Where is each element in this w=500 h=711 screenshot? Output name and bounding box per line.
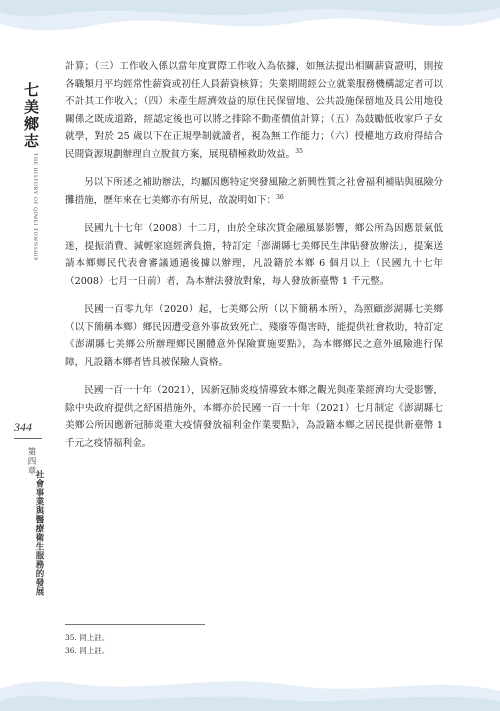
footnote-36: 36. 同上註。: [65, 646, 110, 655]
paragraph-5: 民國一百一十年（2021），因新冠肺炎疫情導致本鄉之觀光與產業經濟均大受影響，除中央政府提供之紓困措施外，本鄉亦於民國一百一十年（2021）七月制定《澎湖縣七美鄉公所因應新冠肺炎重大疫情發放福利金作業要點》，為設籍本鄉之居民提供新臺幣 1 千元之疫情福利金。: [65, 385, 443, 449]
footnote-35: 35. 同上註。: [65, 633, 110, 642]
paragraph-1-text: 計算；（三）工作收入係以當年度實際工作收入為依據，如無法提出相關薪資證明，則按各職類月平均經常性薪資或初任人員薪資核算；失業期間經公立就業服務機構認定者可以不計其工作收入；（四）未產生經濟效益的原住民保留地、公共設施保留地及具公用地役關係之既成道路，經認定後也可以將之排除不動產價值計算；（五）為鼓勵低收家戶子女就學，對於 25 歲以下在正規學制就讀者，視為無工作能力；（六）授權地方政府得結合民間資源規劃辦理自立脫貧方案，展現積極救助效益。: [65, 61, 443, 160]
paragraph-3: 民國九十七年（2008）十二月，由於全球次貸金融風暴影響，鄉公所為因應景氣低迷，提振消費、減輕家庭經濟負擔，特訂定「澎湖縣七美鄉民生津貼發放辦法」，提案送請本鄉鄉民代表會審議通過後據以辦理，凡設籍於本鄉 6 個月以上（民國九十七年（2008）七月一日前）者，為本辦法發放對象，每人發放新臺幣 1 千元整。: [65, 223, 443, 287]
footnotes: [65, 631, 365, 657]
footnote-divider: [65, 624, 205, 625]
body-text: [65, 58, 443, 463]
page-number: 344: [14, 420, 32, 434]
book-subtitle: THE HISTORY OF QIMEI TOWNSHIP: [32, 153, 38, 261]
chapter-title: 社會事業與醫療衛生服務的發展: [34, 470, 44, 596]
chapter-label: 第四章: [26, 447, 36, 476]
footnote-ref-36[interactable]: 36: [276, 193, 284, 201]
book-title: 七美鄉志: [22, 82, 40, 150]
paragraph-2: [65, 174, 443, 209]
paragraph-1: [65, 58, 443, 163]
decorative-wave-bottom: [0, 661, 500, 711]
footnote-ref-35[interactable]: 35: [295, 147, 303, 155]
decorative-wave-top: [0, 0, 500, 60]
sidebar-divider: [14, 438, 42, 439]
paragraph-4: 民國一百零九年（2020）起，七美鄉公所（以下簡稱本所），為照顧澎湖縣七美鄉（以下簡稱本鄉）鄉民因遭受意外事故致死亡、殘廢等傷害時，能提供社會救助，特訂定《澎湖縣七美鄉公所辦理鄉民團體意外保險實施要點》，為本鄉鄉民之意外風險進行保障，凡設籍本鄉者皆具被保險人資格。: [65, 304, 443, 368]
paragraph-2-text: 另以下所述之補助辦法，均屬因應特定突發風險之新興性質之社會福利補貼與風險分攤措施，歷年來在七美鄉亦有所見，故說明如下：: [65, 177, 443, 206]
